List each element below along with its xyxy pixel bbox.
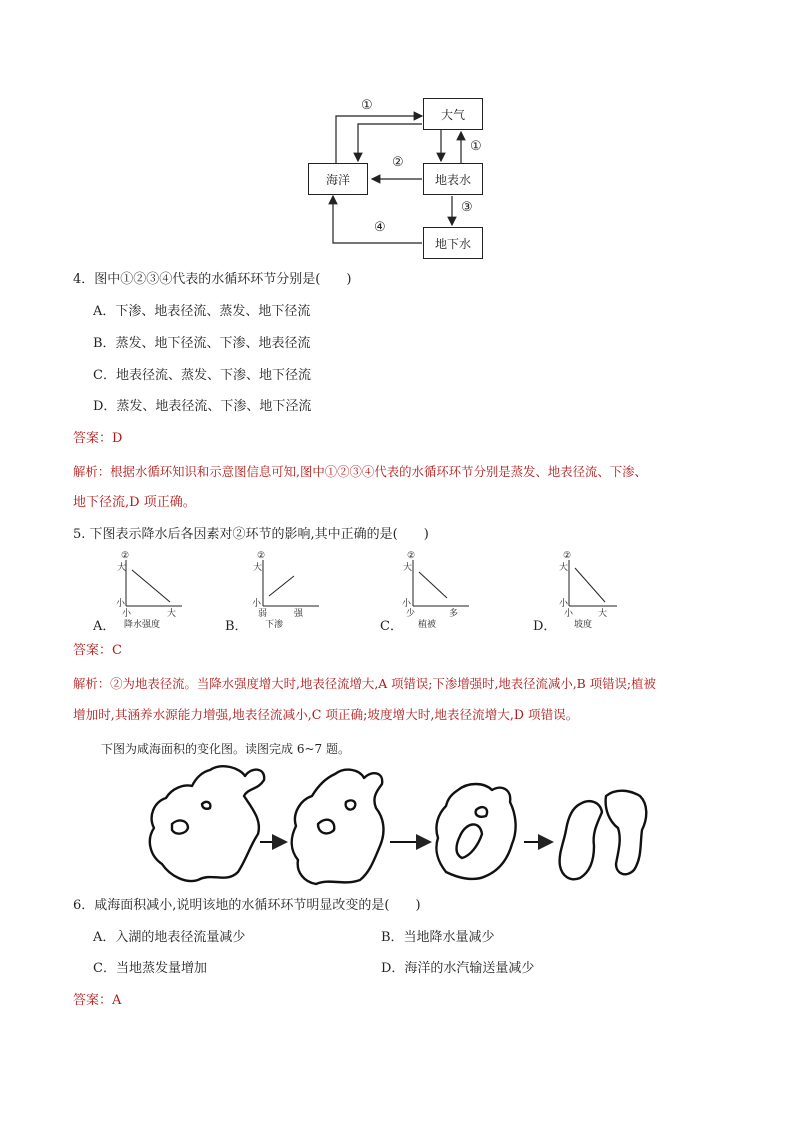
aral-stage-3 (436, 784, 515, 879)
graph-b-x-end: 强 (294, 609, 304, 619)
graph-b-x-title: 下渗 (265, 620, 284, 630)
graph-a-x-end: 大 (167, 609, 177, 619)
aral-stage-1 (150, 766, 264, 881)
q5-option-d: D． (533, 619, 557, 634)
graph-c-x-origin: 少 (406, 609, 416, 619)
graph-c-x-title: 植被 (418, 620, 437, 630)
graph-d-y-top: 大 (559, 563, 569, 573)
q5-analysis-line1: 解析：②为地表径流。当降水强度增大时,地表径流增大,A 项错误;下渗增强时,地表径流减小,B 项错误;植被 (73, 676, 656, 691)
graph-a-y-label: ② (121, 551, 130, 561)
graph-b-x-origin: 弱 (258, 609, 268, 619)
graph-d-origin-low: 小 (559, 599, 569, 609)
label-1b: ① (470, 139, 482, 154)
graph-d-y-label: ② (563, 551, 572, 561)
graph-a-x-origin: 小 (122, 609, 132, 619)
label-1-evaporation: ① (361, 98, 373, 113)
aral-stage-2 (292, 770, 384, 884)
graph-c-origin-low: 小 (402, 599, 412, 609)
graph-b-y-top: 大 (253, 563, 263, 573)
graph-b-y-label: ② (257, 551, 266, 561)
q5-option-a: A． (93, 619, 116, 634)
atmosphere-box: 大气 (423, 98, 483, 130)
aral-sea-intro: 下图为咸海面积的变化图。读图完成 6~7 题。 (101, 742, 350, 756)
q5-answer: 答案：C (73, 643, 122, 658)
q6-option-b: B．当地降水量减少 (381, 930, 495, 945)
q4-analysis-line2: 地下径流,D 项正确。 (73, 495, 196, 510)
q6-answer: 答案：A (73, 993, 122, 1008)
q5-option-b: B． (225, 619, 248, 634)
groundwater-box: 地下水 (423, 227, 483, 259)
label-2: ② (392, 155, 404, 170)
q5-question: 5. 下图表示降水后各因素对②环节的影响,其中正确的是( ) (73, 527, 429, 542)
q6-question: 6．咸海面积减小,说明该地的水循环环节明显改变的是( ) (73, 898, 421, 913)
ocean-box: 海洋 (308, 163, 368, 195)
graph-c-x-end: 多 (449, 609, 459, 619)
graph-a-x-title: 降水强度 (124, 620, 161, 630)
q5-analysis-line2: 增加时,其涵养水源能力增强,地表径流减小,C 项正确;坡度增大时,地表径流增大,D 项错误。 (73, 707, 579, 722)
q4-option-b: B．蒸发、地下径流、下渗、地表径流 (93, 336, 311, 351)
graph-c-y-label: ② (407, 551, 416, 561)
q4-answer: 答案：D (73, 431, 123, 446)
label-3: ③ (461, 200, 473, 215)
q4-question: 4．图中①②③④代表的水循环环节分别是( ) (73, 272, 352, 287)
q4-option-d: D．蒸发、地表径流、下渗、地下泾流 (93, 399, 312, 414)
aral-stage-4 (560, 801, 602, 879)
graph-d-x-end: 大 (598, 609, 608, 619)
aral-sea-figure (140, 760, 660, 895)
graph-c-y-top: 大 (403, 563, 413, 573)
q4-option-a: A．下渗、地表径流、蒸发、地下径流 (93, 304, 311, 319)
label-4: ④ (374, 220, 386, 235)
graph-d-x-title: 坡度 (574, 620, 593, 630)
graph-b-origin-low: 小 (252, 599, 262, 609)
q6-option-c: C．当地蒸发量增加 (93, 961, 207, 976)
q6-option-d: D．海洋的水汽输送量减少 (381, 961, 535, 976)
graph-a-y-top: 大 (117, 563, 127, 573)
surface-water-box: 地表水 (423, 163, 483, 195)
q5-option-c: C． (380, 619, 403, 634)
q4-option-c: C．地表径流、蒸发、下渗、地下径流 (93, 368, 311, 383)
graph-d-x-origin: 小 (564, 609, 574, 619)
graph-a-origin-low: 小 (116, 599, 126, 609)
q4-analysis-line1: 解析：根据水循环知识和示意图信息可知,图中①②③④代表的水循环环节分别是蒸发、地表径流、下渗、 (73, 464, 647, 479)
q6-option-a: A．入湖的地表径流量减少 (93, 930, 246, 945)
